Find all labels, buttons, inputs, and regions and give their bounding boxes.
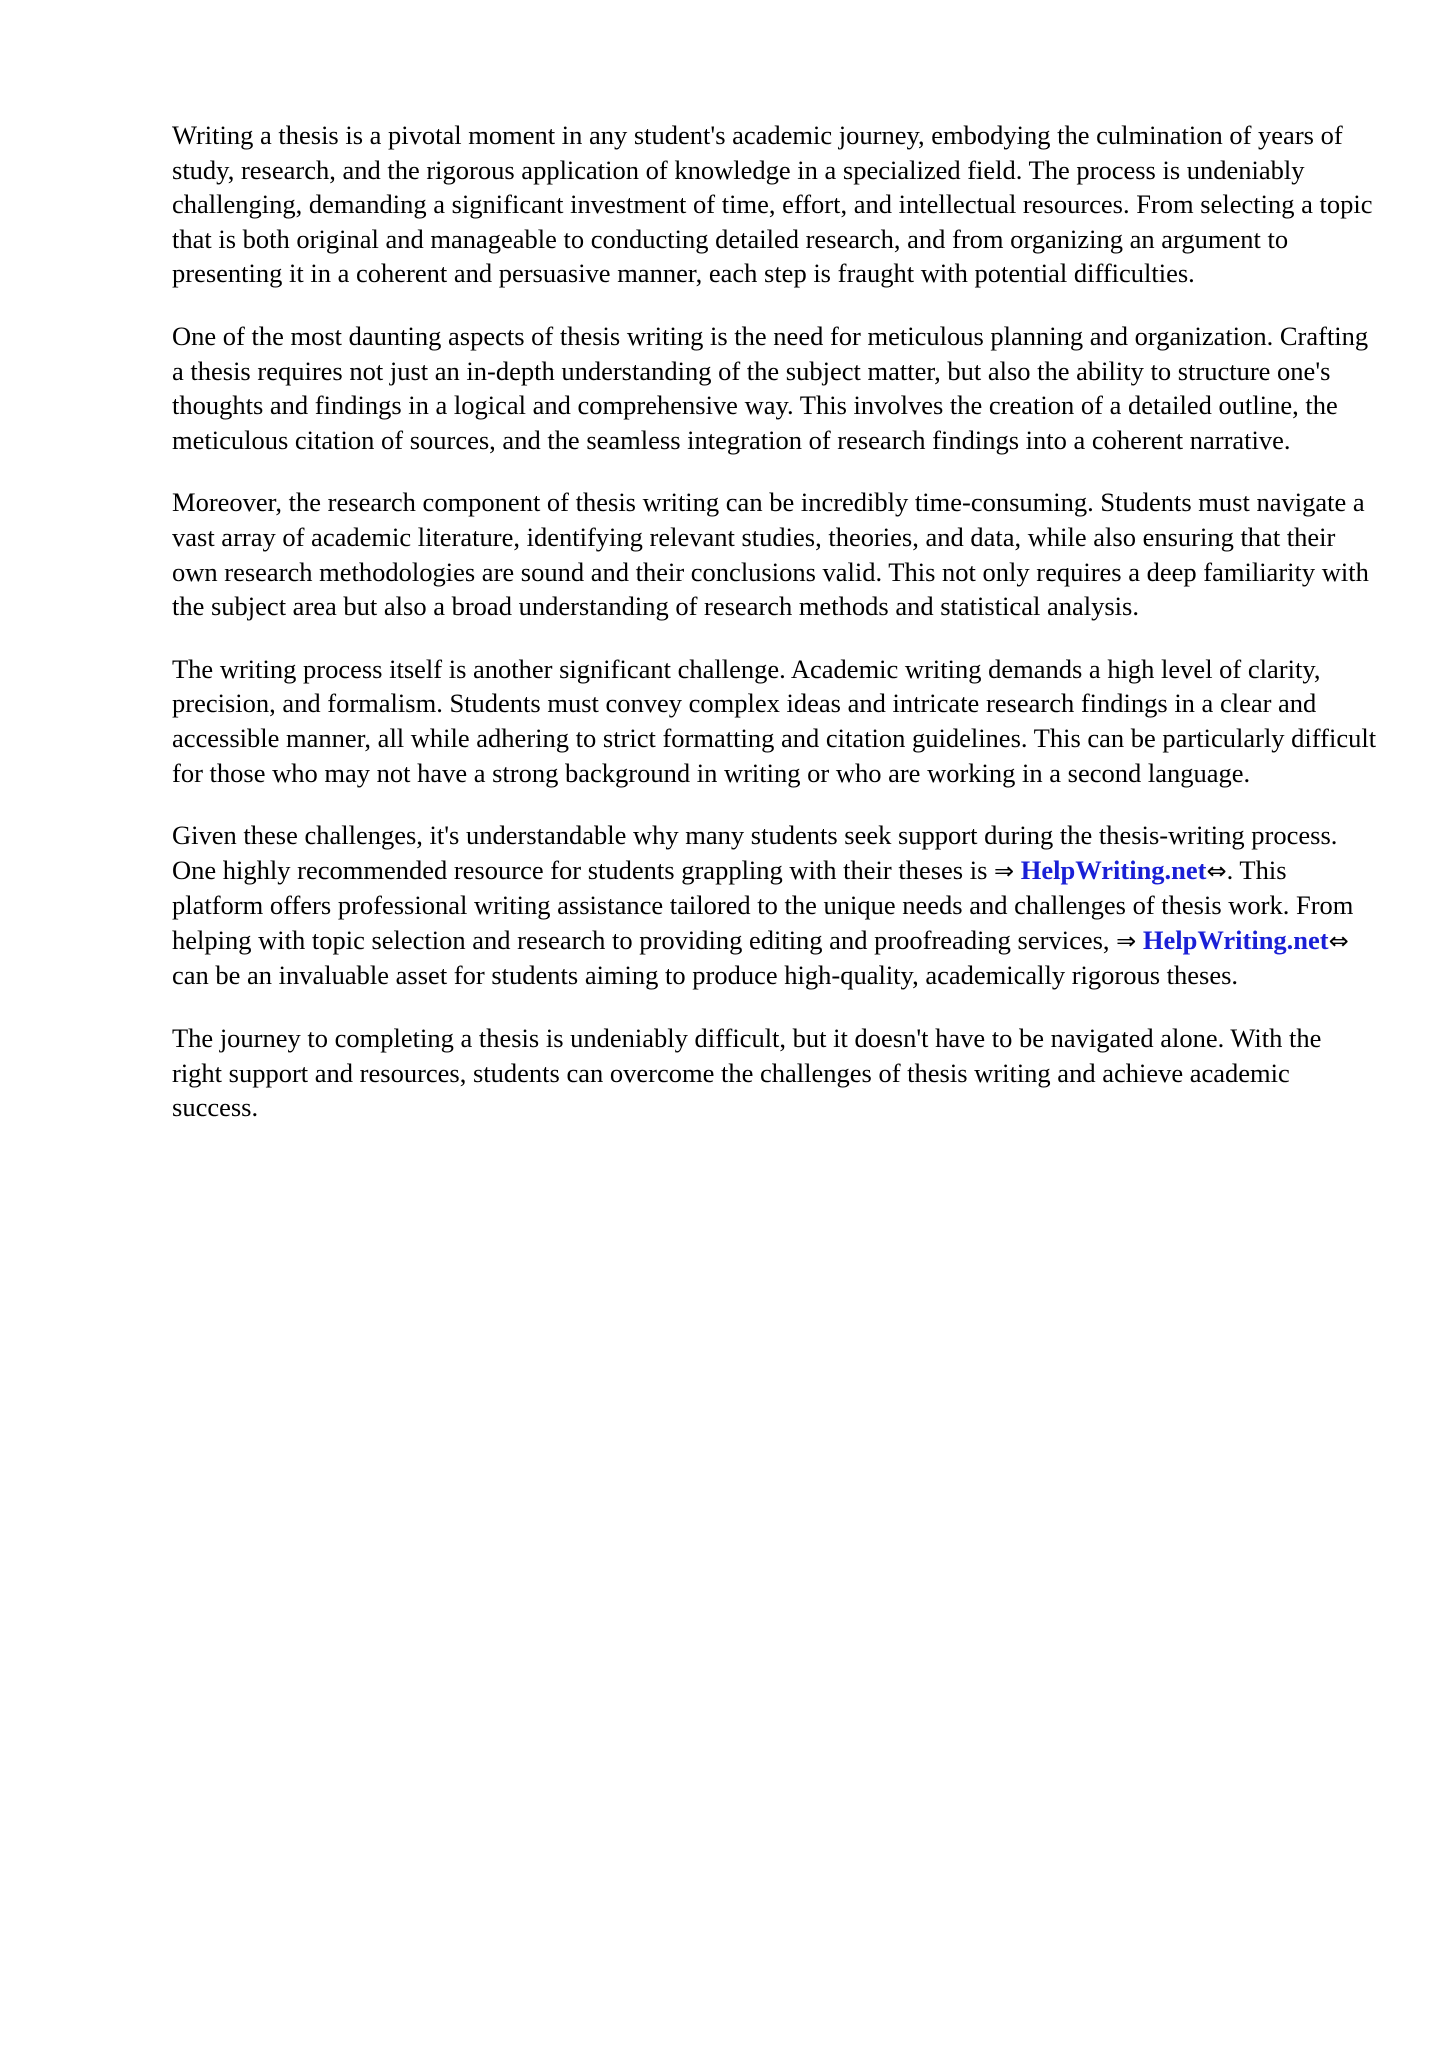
promo-text-1: Given these challenges, it's understandable why many students seek support during the thesis-writing process. One highly recommended resource for students grappling with their theses is: [172, 820, 1338, 885]
paragraph-planning: One of the most daunting aspects of thesis writing is the need for meticulous planning and organization. Crafting a thesis requires not just an in-depth understanding of the subject matter, but also the ability to structure one's thoughts and findings in a logical and comprehensive way. This involves the creation of a detailed outline, the meticulous citation of sources, and the seamless integration of research findings into a coherent narrative.: [172, 320, 1369, 455]
document-body: [172, 118, 1377, 1153]
paragraph-closing: The journey to completing a thesis is undeniably difficult, but it doesn't have to be navigated alone. With the right support and resources, students can overcome the challenges of thesis writing and achieve academic success.: [172, 1023, 1322, 1123]
arrow-right-icon: ⇒: [1116, 926, 1137, 955]
arrow-both-icon: ⇔: [1328, 926, 1349, 955]
promo-text-3: can be an invaluable asset for students aiming to produce high-quality, academically rigorous theses.: [172, 960, 1239, 991]
paragraph-intro: Writing a thesis is a pivotal moment in any student's academic journey, embodying the culmination of years of study, research, and the rigorous application of knowledge in a specialized field. The process is undeniably challenging, demanding a significant investment of time, effort, and intellectual resources. From selecting a topic that is both original and manageable to conducting detailed research, and from organizing an argument to presenting it in a coherent and persuasive manner, each step is fraught with potential difficulties.: [172, 120, 1373, 289]
arrow-right-icon: ⇒: [994, 856, 1015, 885]
paragraph-research: Moreover, the research component of thesis writing can be incredibly time-consuming. Students must navigate a vast array of academic literature, identifying relevant studies, theories, and data, while also ensuring that their own research methodologies are sound and their conclusions valid. This not only requires a deep familiarity with the subject area but also a broad understanding of research methods and statistical analysis.: [172, 487, 1369, 622]
arrow-both-icon: ⇔: [1206, 856, 1227, 885]
paragraph-promo: [172, 818, 1377, 993]
helpwriting-link-2[interactable]: HelpWriting.net: [1142, 924, 1329, 955]
helpwriting-link-1[interactable]: HelpWriting.net: [1020, 854, 1207, 885]
paragraph-writing-process: The writing process itself is another significant challenge. Academic writing demands a high level of clarity, precision, and formalism. Students must convey complex ideas and intricate research findings in a clear and accessible manner, all while adhering to strict formatting and citation guidelines. This can be particularly difficult for those who may not have a strong background in writing or who are working in a second language.: [172, 653, 1377, 788]
promo-text-2: . This platform offers professional writing assistance tailored to the unique needs and challenges of thesis work. From helping with topic selection and research to providing editing and proofreading services,: [172, 854, 1354, 955]
